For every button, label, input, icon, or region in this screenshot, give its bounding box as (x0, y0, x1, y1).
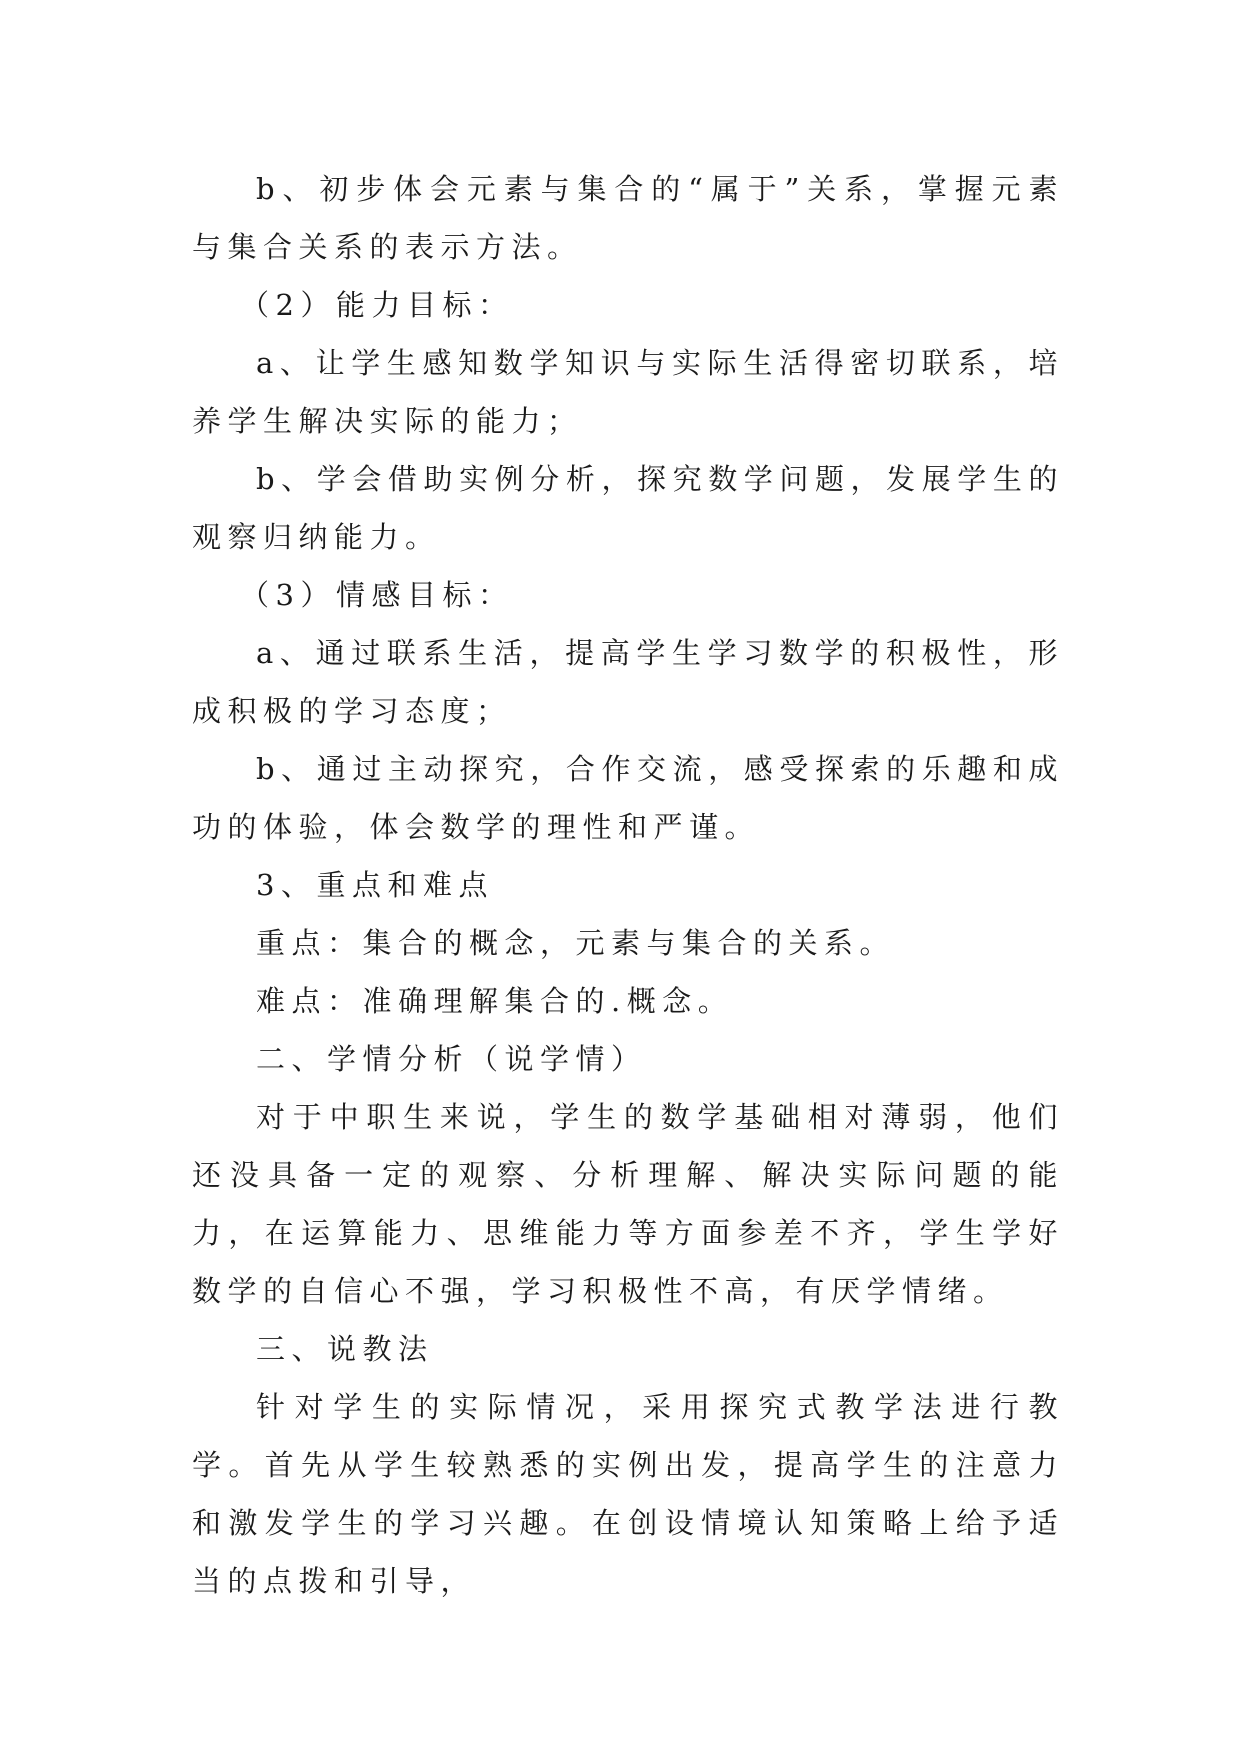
paragraph-difficulty: 难点：准确理解集合的.概念。 (256, 984, 734, 1018)
heading-emotion-goals: （3）情感目标： (240, 578, 514, 612)
paragraph-ability-b: b、学会借助实例分析，探究数学问题，发展学生的观察归纳能力。 (192, 462, 1064, 554)
paragraph-emotion-b: b、通过主动探究，合作交流，感受探索的乐趣和成功的体验，体会数学的理性和严谨。 (192, 752, 1064, 844)
paragraph-key-point: 重点：集合的概念，元素与集合的关系。 (256, 926, 896, 960)
paragraph-emotion-a: a、通过联系生活，提高学生学习数学的积极性，形成积极的学习态度； (192, 636, 1064, 728)
paragraph-learner-analysis: 对于中职生来说，学生的数学基础相对薄弱，他们还没具备一定的观察、分析理解、解决实际问题的能力，在运算能力、思维能力等方面参差不齐，学生学好数学的自信心不强，学习积极性不高，有厌学情绪。 (192, 1100, 1064, 1308)
paragraph-ability-a: a、让学生感知数学知识与实际生活得密切联系，培养学生解决实际的能力； (192, 346, 1064, 438)
heading-teaching-method: 三、说教法 (256, 1332, 434, 1366)
paragraph-goal-b-belongs: b、初步体会元素与集合的“属于”关系，掌握元素与集合关系的表示方法。 (192, 172, 1064, 264)
paragraph-teaching-method: 针对学生的实际情况，采用探究式教学法进行教学。首先从学生较熟悉的实例出发，提高学生的注意力和激发学生的学习兴趣。在创设情境认知策略上给予适当的点拨和引导， (192, 1390, 1064, 1598)
heading-ability-goals: （2）能力目标： (240, 288, 514, 322)
document-body (192, 160, 1064, 1610)
heading-learner-analysis: 二、学情分析（说学情） (256, 1042, 647, 1076)
heading-key-points: 3、重点和难点 (256, 868, 494, 902)
